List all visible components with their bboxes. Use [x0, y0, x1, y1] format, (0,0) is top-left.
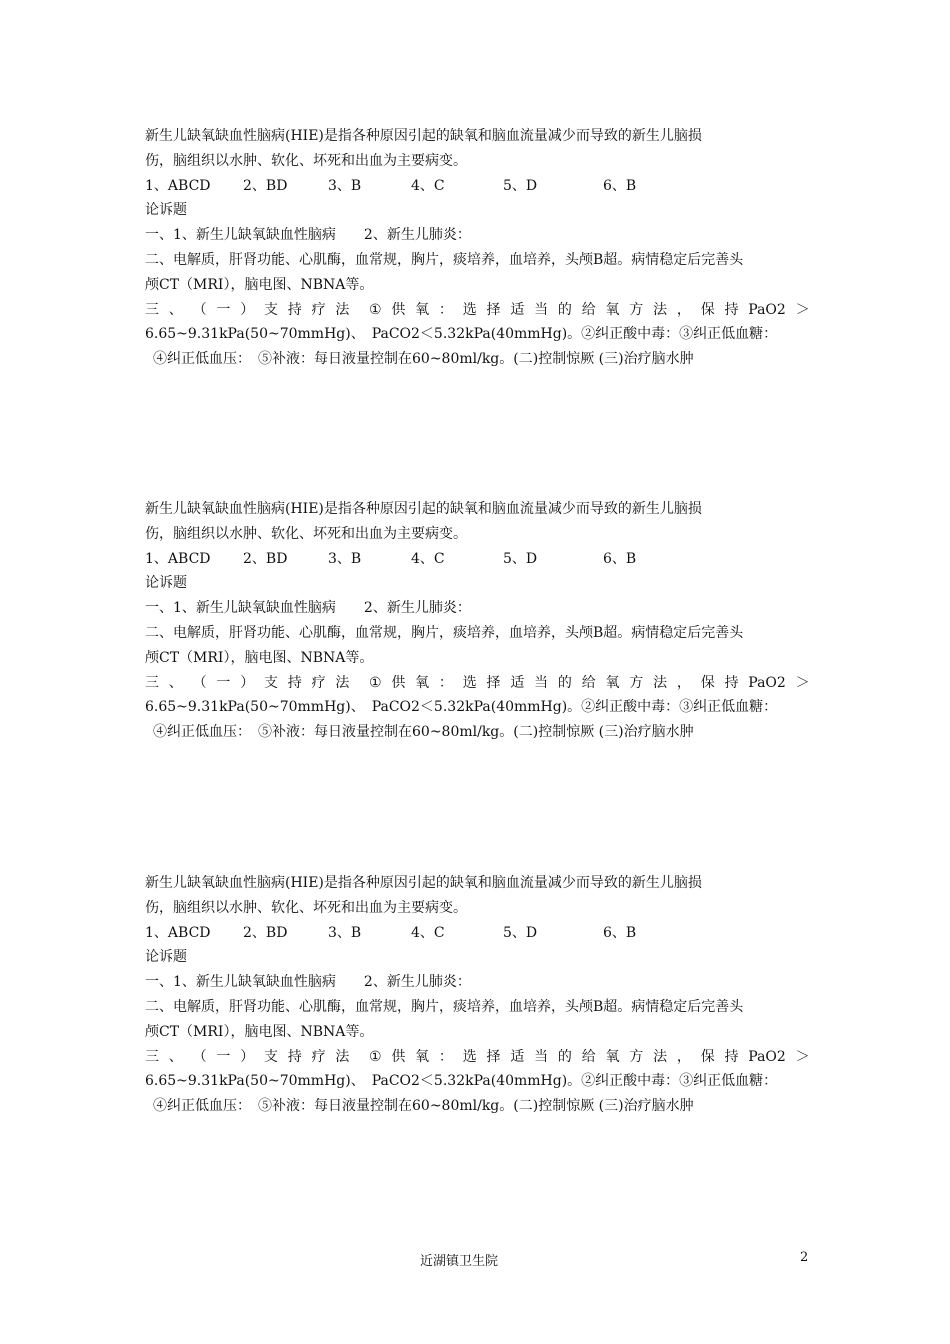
diagnosis-line: 一、1、新生儿缺氧缺血性脑病 2、新生儿肺炎：: [145, 600, 471, 617]
treatment-token: 给: [581, 674, 596, 691]
treatment-token: 法: [335, 301, 350, 318]
treatment-token: 氧: [415, 674, 430, 691]
treatment-token: 给: [581, 1048, 596, 1065]
exam-line: 二、电解质，肝肾功能、心肌酶，血常规，胸片，痰培养，血培养，头颅B超。病情稳定后完善头: [145, 251, 744, 268]
treatment-token: 的: [557, 674, 572, 691]
treatment-token: （: [192, 301, 207, 318]
treatment-token: 适: [510, 1048, 525, 1065]
answer-key-row: [145, 174, 810, 199]
treatment-line: 6.65~9.31kPa(50~70mmHg)、 PaCO2＜5.32kPa(40mmHg)。②纠正酸中毒：③纠正低血糖：: [145, 1073, 778, 1090]
treatment-token: PaO2: [748, 301, 786, 318]
answer-section: [145, 124, 810, 372]
treatment-token: ：: [438, 674, 453, 691]
treatment-token: ：: [438, 1048, 453, 1065]
treatment-token: 疗: [311, 301, 326, 318]
treatment-line: 6.65~9.31kPa(50~70mmHg)、 PaCO2＜5.32kPa(40mmHg)。②纠正酸中毒：③纠正低血糖：: [145, 326, 778, 343]
exam-line: 颅CT（MRI），脑电图、NBNA等。: [145, 649, 374, 666]
treatment-token: 三: [145, 674, 159, 691]
essay-heading: 论诉题: [145, 949, 187, 966]
treatment-token: ，: [676, 674, 691, 691]
treatment-token: 一: [216, 301, 231, 318]
treatment-line: [145, 298, 810, 323]
treatment-token: 保: [700, 674, 715, 691]
treatment-token: ）: [240, 674, 255, 691]
page-number: 2: [800, 1250, 809, 1265]
answer-item: 2、BD: [243, 550, 288, 567]
treatment-line: [145, 671, 810, 696]
answer-item: 2、BD: [243, 177, 288, 194]
diagnosis-line: 一、1、新生儿缺氧缺血性脑病 2、新生儿肺炎：: [145, 974, 471, 991]
treatment-token: 供: [391, 1048, 406, 1065]
treatment-token: 选: [462, 1048, 477, 1065]
answer-key-row: [145, 921, 810, 946]
treatment-token: 供: [391, 301, 406, 318]
answer-item: 3、B: [328, 177, 362, 194]
treatment-token: 持: [287, 674, 302, 691]
exam-line: 二、电解质，肝肾功能、心肌酶，血常规，胸片，痰培养，血培养，头颅B超。病情稳定后完善头: [145, 998, 744, 1015]
treatment-token: 的: [557, 1048, 572, 1065]
treatment-token: 疗: [311, 674, 326, 691]
treatment-token: 一: [216, 1048, 231, 1065]
treatment-token: 选: [462, 301, 477, 318]
treatment-token: ，: [676, 301, 691, 318]
answer-item: 4、C: [411, 177, 445, 194]
treatment-token: 、: [168, 1048, 183, 1065]
treatment-token: 持: [724, 674, 739, 691]
treatment-token: 当: [534, 674, 549, 691]
treatment-token: 法: [335, 674, 350, 691]
definition-line: 伤，脑组织以水肿、软化、坏死和出血为主要病变。: [145, 525, 467, 542]
answer-item: 3、B: [328, 550, 362, 567]
treatment-token: ，: [676, 1048, 691, 1065]
treatment-token: 当: [534, 301, 549, 318]
treatment-token: ＞: [795, 1048, 810, 1065]
treatment-token: 持: [724, 301, 739, 318]
footer-title: 近湖镇卫生院: [420, 1254, 499, 1269]
treatment-token: ）: [240, 1048, 255, 1065]
treatment-line: 6.65~9.31kPa(50~70mmHg)、 PaCO2＜5.32kPa(40mmHg)。②纠正酸中毒：③纠正低血糖：: [145, 699, 778, 716]
treatment-token: PaO2: [748, 1048, 786, 1065]
essay-heading: 论诉题: [145, 202, 187, 219]
answer-item: 5、D: [503, 924, 538, 941]
treatment-token: ＞: [795, 674, 810, 691]
treatment-line: ④纠正低血压： ⑤补液：每日液量控制在60~80ml/kg。(二)控制惊厥 (三)治疗脑水肿: [153, 351, 694, 368]
answer-item: 1、ABCD: [145, 177, 211, 194]
treatment-token: 法: [653, 1048, 668, 1065]
treatment-token: 持: [287, 301, 302, 318]
treatment-token: 三: [145, 1048, 159, 1065]
treatment-token: 给: [581, 301, 596, 318]
treatment-token: 适: [510, 674, 525, 691]
treatment-token: ①: [368, 1048, 382, 1065]
exam-line: 颅CT（MRI），脑电图、NBNA等。: [145, 276, 374, 293]
definition-line: 新生儿缺氧缺血性脑病(HIE)是指各种原因引起的缺氧和脑血流量减少而导致的新生儿脑损: [145, 128, 702, 144]
treatment-token: 保: [700, 1048, 715, 1065]
diagnosis-line: 一、1、新生儿缺氧缺血性脑病 2、新生儿肺炎：: [145, 227, 471, 244]
treatment-token: 支: [263, 301, 278, 318]
treatment-token: ①: [368, 674, 382, 691]
treatment-token: 择: [486, 674, 501, 691]
treatment-token: 法: [335, 1048, 350, 1065]
treatment-token: 一: [216, 674, 231, 691]
definition-line: 伤，脑组织以水肿、软化、坏死和出血为主要病变。: [145, 899, 467, 916]
treatment-token: ①: [368, 301, 382, 318]
treatment-token: 选: [462, 674, 477, 691]
treatment-token: 法: [653, 674, 668, 691]
answer-item: 5、D: [503, 177, 538, 194]
treatment-token: （: [192, 1048, 207, 1065]
treatment-token: （: [192, 674, 207, 691]
treatment-token: 氧: [415, 1048, 430, 1065]
treatment-token: 择: [486, 1048, 501, 1065]
treatment-token: 的: [557, 301, 572, 318]
essay-heading: 论诉题: [145, 575, 187, 592]
treatment-token: 方: [629, 301, 644, 318]
treatment-token: 、: [168, 674, 183, 691]
treatment-token: ＞: [795, 301, 810, 318]
treatment-token: 方: [629, 674, 644, 691]
definition-line: 新生儿缺氧缺血性脑病(HIE)是指各种原因引起的缺氧和脑血流量减少而导致的新生儿脑损: [145, 501, 702, 517]
treatment-line: ④纠正低血压： ⑤补液：每日液量控制在60~80ml/kg。(二)控制惊厥 (三)治疗脑水肿: [153, 724, 694, 741]
treatment-token: 氧: [605, 301, 620, 318]
treatment-token: 三: [145, 301, 159, 318]
treatment-token: 当: [534, 1048, 549, 1065]
treatment-token: 持: [724, 1048, 739, 1065]
treatment-token: ）: [240, 301, 255, 318]
treatment-token: 支: [263, 1048, 278, 1065]
treatment-token: 氧: [605, 1048, 620, 1065]
answer-key-row: [145, 547, 810, 572]
definition-line: 新生儿缺氧缺血性脑病(HIE)是指各种原因引起的缺氧和脑血流量减少而导致的新生儿脑损: [145, 875, 702, 891]
treatment-token: 、: [168, 301, 183, 318]
treatment-token: ：: [438, 301, 453, 318]
treatment-token: 法: [653, 301, 668, 318]
answer-item: 5、D: [503, 550, 538, 567]
answer-item: 6、B: [603, 550, 637, 567]
treatment-token: 择: [486, 301, 501, 318]
answer-item: 2、BD: [243, 924, 288, 941]
answer-item: 1、ABCD: [145, 924, 211, 941]
answer-item: 6、B: [603, 177, 637, 194]
exam-line: 颅CT（MRI），脑电图、NBNA等。: [145, 1023, 374, 1040]
treatment-token: 支: [263, 674, 278, 691]
treatment-token: 氧: [415, 301, 430, 318]
treatment-token: 持: [287, 1048, 302, 1065]
exam-line: 二、电解质，肝肾功能、心肌酶，血常规，胸片，痰培养，血培养，头颅B超。病情稳定后完善头: [145, 624, 744, 641]
answer-item: 3、B: [328, 924, 362, 941]
treatment-line: ④纠正低血压： ⑤补液：每日液量控制在60~80ml/kg。(二)控制惊厥 (三)治疗脑水肿: [153, 1098, 694, 1115]
treatment-token: 方: [629, 1048, 644, 1065]
treatment-token: 供: [391, 674, 406, 691]
treatment-line: [145, 1045, 810, 1070]
treatment-token: PaO2: [748, 674, 786, 691]
treatment-token: 疗: [311, 1048, 326, 1065]
answer-section: [145, 497, 810, 745]
treatment-token: 氧: [605, 674, 620, 691]
answer-item: 4、C: [411, 924, 445, 941]
definition-line: 伤，脑组织以水肿、软化、坏死和出血为主要病变。: [145, 152, 467, 169]
treatment-token: 适: [510, 301, 525, 318]
answer-item: 4、C: [411, 550, 445, 567]
answer-section: [145, 871, 810, 1119]
treatment-token: 保: [700, 301, 715, 318]
answer-item: 1、ABCD: [145, 550, 211, 567]
answer-item: 6、B: [603, 924, 637, 941]
